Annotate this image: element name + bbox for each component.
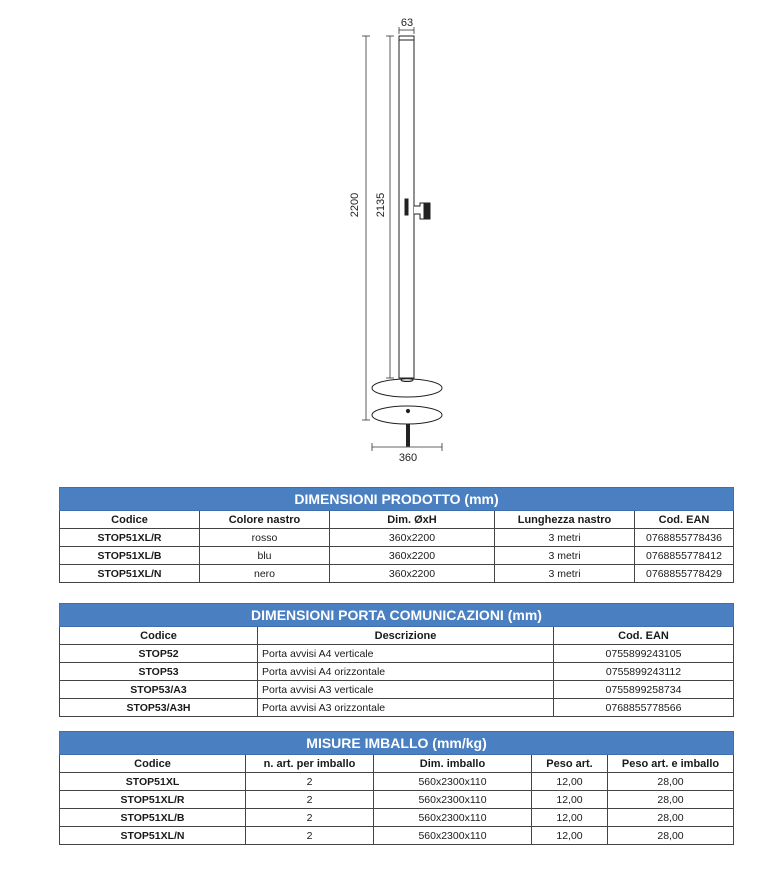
cell: 560x2300x110 xyxy=(374,791,532,809)
dimension-total-height-label: 2200 xyxy=(349,192,361,218)
dimension-top-label: 63 xyxy=(400,17,414,29)
table-row xyxy=(60,827,734,845)
table-row xyxy=(60,547,734,565)
cell: 0768855778412 xyxy=(635,547,734,565)
column-header: Peso art. xyxy=(532,755,608,773)
cell: 3 metri xyxy=(495,565,635,583)
cell: STOP52 xyxy=(60,645,258,663)
cell: 0755899243105 xyxy=(554,645,734,663)
column-header: Colore nastro xyxy=(200,511,330,529)
notice-holder-table xyxy=(59,603,734,717)
cell: 28,00 xyxy=(608,791,734,809)
cell: Porta avvisi A3 verticale xyxy=(258,681,554,699)
exploded-base-shape xyxy=(372,406,442,446)
cell: 360x2200 xyxy=(330,565,495,583)
cell: Porta avvisi A3 orizzontale xyxy=(258,699,554,717)
column-header: Codice xyxy=(60,511,200,529)
cell: STOP51XL/B xyxy=(60,547,200,565)
cell: STOP51XL/R xyxy=(60,791,246,809)
cell: 2 xyxy=(246,773,374,791)
cell: 0755899243112 xyxy=(554,663,734,681)
cell: 2 xyxy=(246,827,374,845)
product-dimensions-table xyxy=(59,487,734,583)
cell: 0768855778436 xyxy=(635,529,734,547)
cell: 28,00 xyxy=(608,773,734,791)
column-header: Lunghezza nastro xyxy=(495,511,635,529)
cell: 12,00 xyxy=(532,773,608,791)
cell: 12,00 xyxy=(532,791,608,809)
cell: STOP51XL/R xyxy=(60,529,200,547)
cell: STOP51XL/B xyxy=(60,809,246,827)
cell: 360x2200 xyxy=(330,529,495,547)
cell: 0768855778566 xyxy=(554,699,734,717)
cell: 0755899258734 xyxy=(554,681,734,699)
column-header: Codice xyxy=(60,627,258,645)
column-header: Codice xyxy=(60,755,246,773)
table-row xyxy=(60,663,734,681)
cell: 560x2300x110 xyxy=(374,773,532,791)
table-row xyxy=(60,645,734,663)
table-row xyxy=(60,699,734,717)
cell: 560x2300x110 xyxy=(374,809,532,827)
table-row xyxy=(60,529,734,547)
cell: blu xyxy=(200,547,330,565)
cell: STOP51XL/N xyxy=(60,565,200,583)
cell: STOP53 xyxy=(60,663,258,681)
table-row xyxy=(60,773,734,791)
dimension-pole-height-label: 2135 xyxy=(375,192,387,218)
cell: STOP51XL xyxy=(60,773,246,791)
cell: 12,00 xyxy=(532,827,608,845)
dimension-base-label: 360 xyxy=(398,452,418,464)
table-row xyxy=(60,791,734,809)
cell: 560x2300x110 xyxy=(374,827,532,845)
column-header: Descrizione xyxy=(258,627,554,645)
table-title: DIMENSIONI PRODOTTO (mm) xyxy=(60,488,734,511)
cell: 3 metri xyxy=(495,529,635,547)
cell: 2 xyxy=(246,791,374,809)
column-header: n. art. per imballo xyxy=(246,755,374,773)
table-title: MISURE IMBALLO (mm/kg) xyxy=(60,732,734,755)
cell: 3 metri xyxy=(495,547,635,565)
table-row xyxy=(60,809,734,827)
table-row xyxy=(60,681,734,699)
cell: 28,00 xyxy=(608,827,734,845)
mounted-base-shape xyxy=(372,379,442,398)
column-header: Dim. ØxH xyxy=(330,511,495,529)
cell: STOP53/A3 xyxy=(60,681,258,699)
cell: STOP53/A3H xyxy=(60,699,258,717)
cell: 28,00 xyxy=(608,809,734,827)
dimension-total-height xyxy=(362,36,370,420)
table-title: DIMENSIONI PORTA COMUNICAZIONI (mm) xyxy=(60,604,734,627)
cell: rosso xyxy=(200,529,330,547)
column-header: Peso art. e imballo xyxy=(608,755,734,773)
column-header: Dim. imballo xyxy=(374,755,532,773)
cell: Porta avvisi A4 orizzontale xyxy=(258,663,554,681)
cell: Porta avvisi A4 verticale xyxy=(258,645,554,663)
cell: STOP51XL/N xyxy=(60,827,246,845)
cell: 360x2200 xyxy=(330,547,495,565)
cell: nero xyxy=(200,565,330,583)
column-header: Cod. EAN xyxy=(635,511,734,529)
table-row xyxy=(60,565,734,583)
cell: 2 xyxy=(246,809,374,827)
column-header: Cod. EAN xyxy=(554,627,734,645)
cell: 0768855778429 xyxy=(635,565,734,583)
dimension-pole-height xyxy=(386,36,394,378)
cell: 12,00 xyxy=(532,809,608,827)
packaging-table xyxy=(59,731,734,845)
